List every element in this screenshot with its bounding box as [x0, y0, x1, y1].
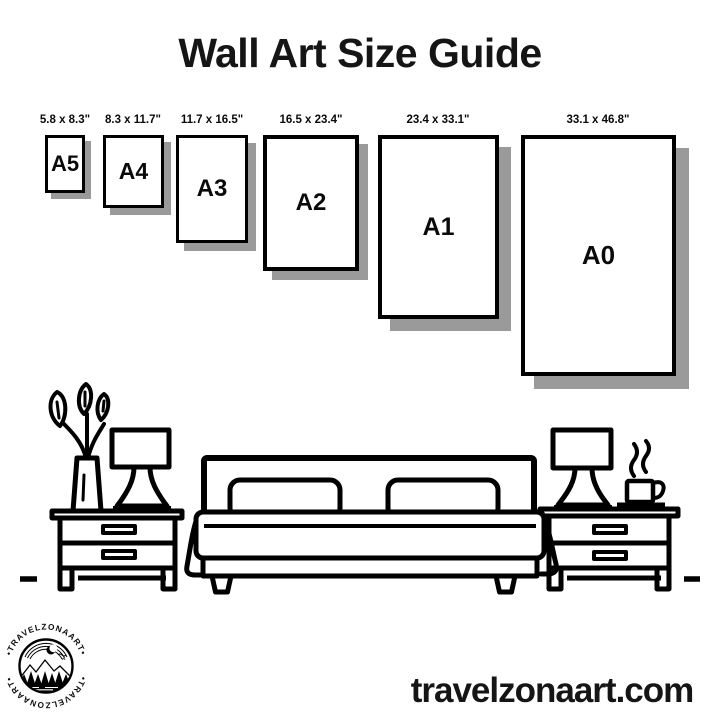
- logo-arc-text-top: •TRAVELZONAART•: [3, 621, 89, 657]
- coffee-cup-icon: [617, 441, 665, 505]
- size-name-a1: A1: [422, 212, 455, 241]
- size-name-a4: A4: [118, 158, 149, 184]
- size-box-a2: [263, 135, 359, 271]
- size-box-a3: [176, 135, 248, 243]
- size-dimensions-a0: 33.1 x 46.8": [566, 114, 630, 126]
- size-box-a0: [521, 135, 676, 376]
- drawer-handle-icon: [594, 526, 626, 533]
- size-name-a2: A2: [295, 189, 327, 216]
- size-name-a3: A3: [196, 175, 228, 202]
- drawer-handle-icon: [103, 551, 135, 558]
- bedroom-illustration: [0, 380, 720, 600]
- bed-icon: [187, 458, 557, 592]
- mattress: [196, 512, 544, 558]
- logo-arc-text-bottom: •TRAVELZONAART•: [3, 675, 89, 711]
- size-dimensions-a3: 11.7 x 16.5": [180, 114, 244, 126]
- size-dimensions-a2: 16.5 x 23.4": [279, 114, 343, 126]
- nightstand-left-icon: [52, 511, 182, 589]
- bed-leg: [496, 576, 515, 592]
- size-dimensions-a4: 8.3 x 11.7": [105, 114, 161, 126]
- website-url: travelzonaart.com: [410, 671, 694, 710]
- drawer-handle-icon: [103, 526, 135, 533]
- size-name-a0: A0: [581, 240, 616, 270]
- table-lamp-right-icon: [553, 430, 612, 508]
- brand-logo: [1, 620, 93, 716]
- size-box-a1: [378, 135, 499, 319]
- bed-leg: [212, 576, 231, 592]
- size-dimensions-a1: 23.4 x 33.1": [406, 114, 470, 126]
- size-name-a5: A5: [50, 151, 80, 176]
- drawer-handle-icon: [594, 552, 626, 559]
- nightstand-right-icon: [540, 509, 678, 589]
- steam-icon: [631, 441, 649, 476]
- bed-base: [203, 558, 537, 576]
- table-lamp-left-icon: [112, 430, 171, 509]
- size-box-a5: [45, 135, 85, 193]
- page-title: Wall Art Size Guide: [178, 30, 542, 76]
- size-dimensions-a5: 5.8 x 8.3": [39, 114, 91, 126]
- vase-plant-icon: [51, 384, 109, 511]
- size-box-a4: [103, 135, 164, 208]
